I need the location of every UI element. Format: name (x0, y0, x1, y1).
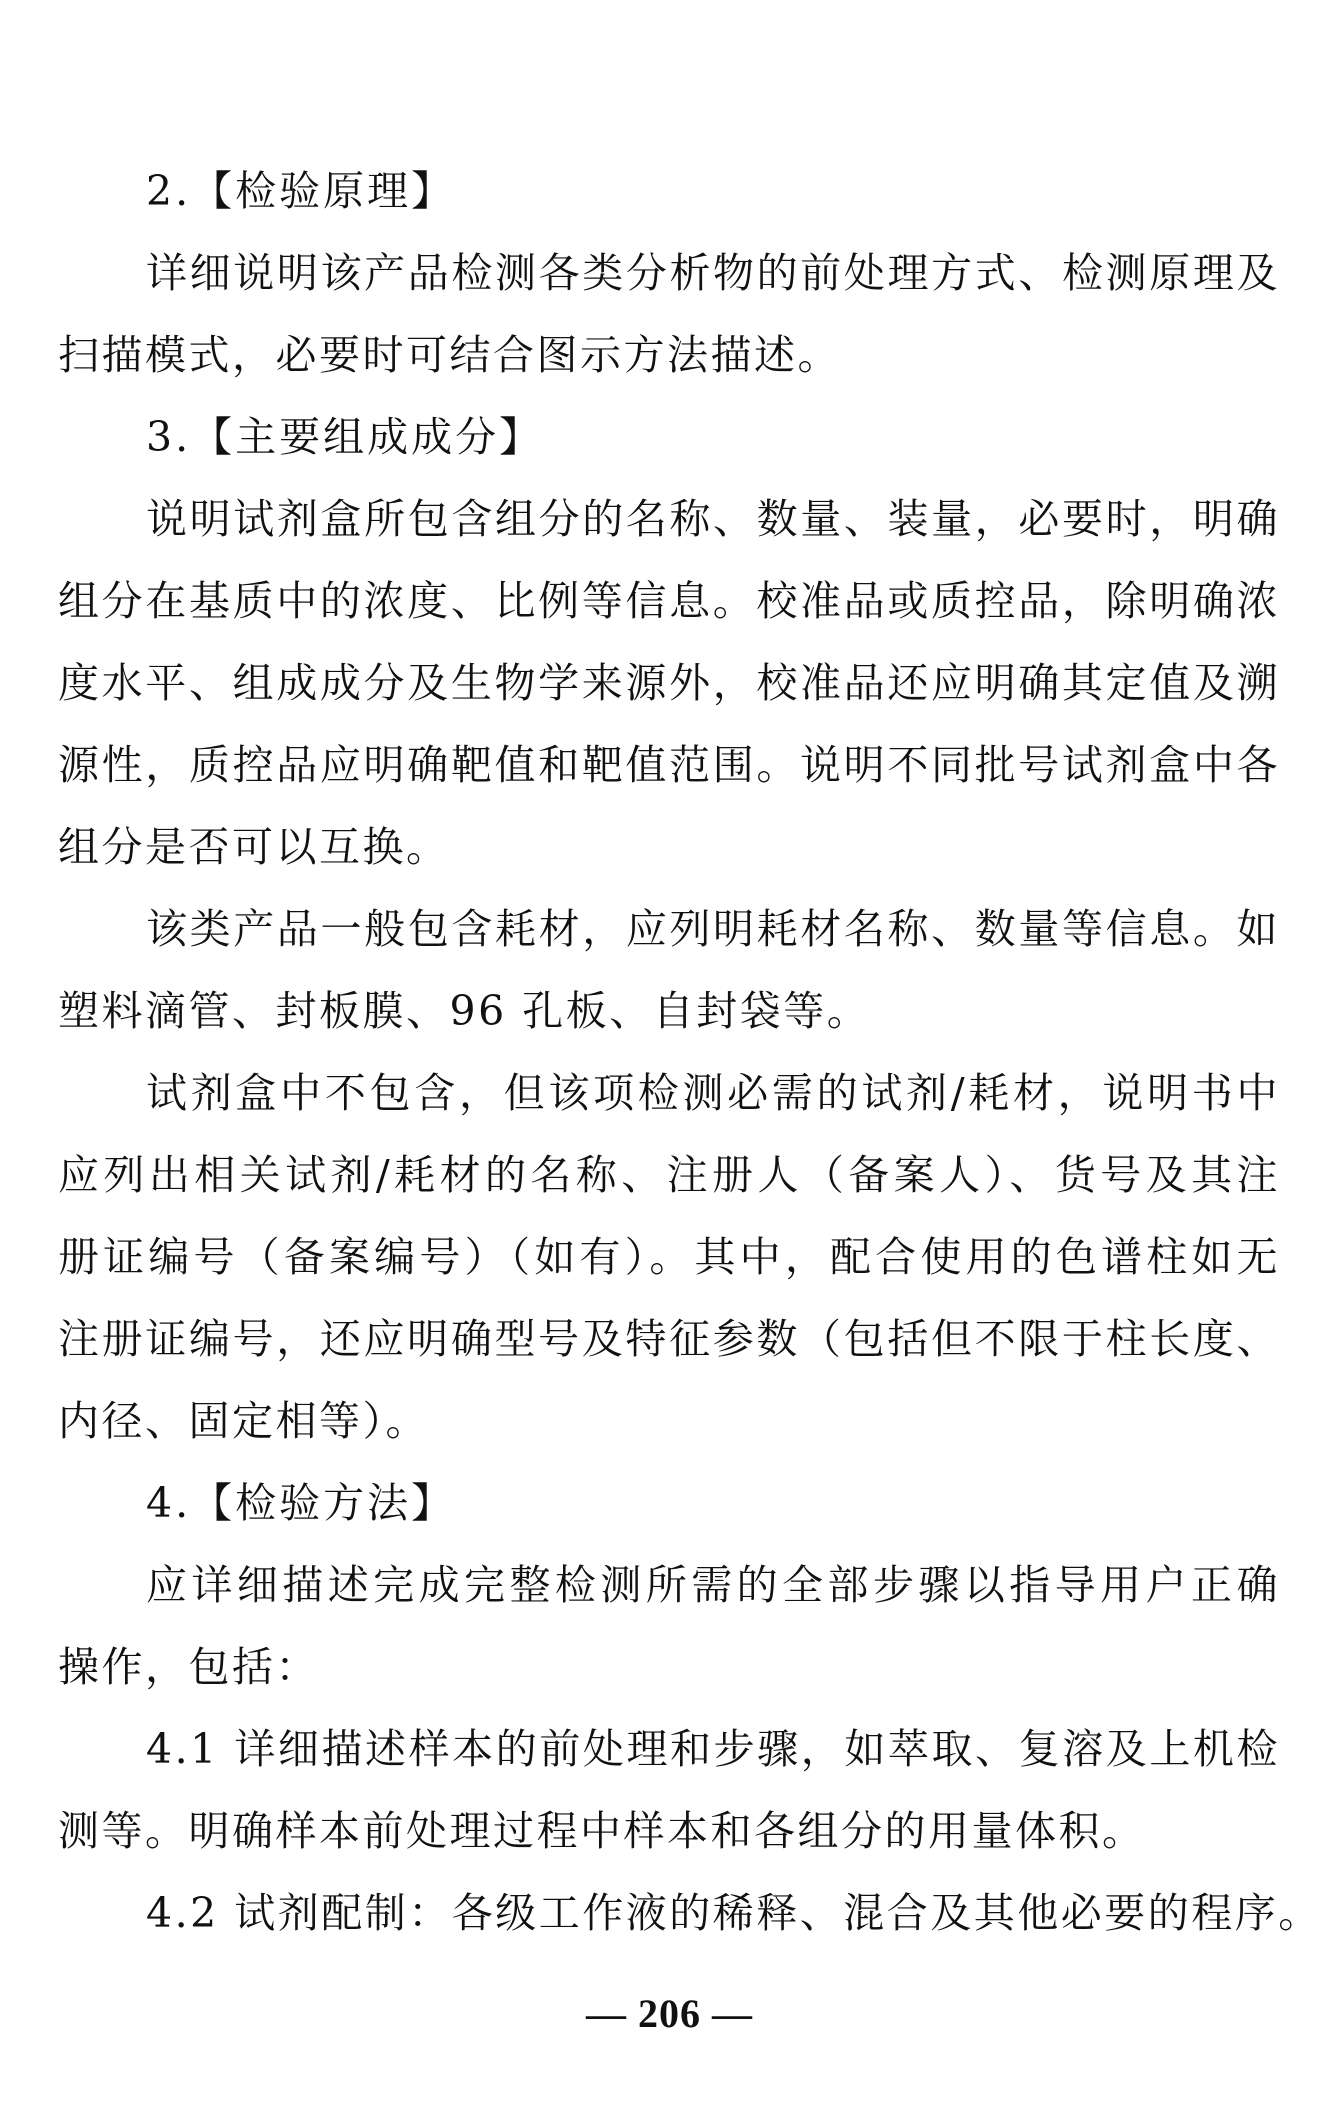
text-line: 组分是否可以互换。 (58, 823, 450, 871)
text-line: 塑料滴管、封板膜、96 孔板、自封袋等。 (58, 987, 871, 1035)
text-line: 度水平、组成成分及生物学来源外，校准品还应明确其定值及溯 (58, 659, 1280, 707)
text-line: 试剂盒中不包含，但该项检测必需的试剂/耗材，说明书中 (146, 1069, 1280, 1117)
text-line: 组分在基质中的浓度、比例等信息。校准品或质控品，除明确浓 (58, 577, 1280, 625)
section-heading-3: 3.【主要组成成分】 (146, 413, 544, 461)
text-line: 4.1 详细描述样本的前处理和步骤，如萃取、复溶及上机检 (146, 1725, 1280, 1773)
text-line: 扫描模式，必要时可结合图示方法描述。 (58, 331, 841, 379)
paragraph-principle (58, 232, 1280, 396)
text-line: 应详细描述完成完整检测所需的全部步骤以指导用户正确 (146, 1561, 1280, 1609)
text-line: 该类产品一般包含耗材，应列明耗材名称、数量等信息。如 (146, 905, 1280, 953)
text-line: 册证编号（备案编号）（如有）。其中，配合使用的色谱柱如无 (58, 1233, 1280, 1281)
paragraph-method (58, 1544, 1280, 1708)
text-line: 应列出相关试剂/耗材的名称、注册人（备案人）、货号及其注 (58, 1151, 1280, 1199)
page-number: — 206 — (586, 1991, 753, 2036)
text-line: 操作，包括： (58, 1643, 319, 1691)
paragraph-consumables (58, 888, 1280, 1052)
text-line: 注册证编号，还应明确型号及特征参数（包括但不限于柱长度、 (58, 1315, 1280, 1363)
text-line: 测等。明确样本前处理过程中样本和各组分的用量体积。 (58, 1807, 1146, 1855)
text-line: 详细说明该产品检测各类分析物的前处理方式、检测原理及 (146, 249, 1280, 297)
section-heading-2: 2.【检验原理】 (146, 167, 456, 215)
document-body (58, 150, 1322, 1954)
text-line: 说明试剂盒所包含组分的名称、数量、装量，必要时，明确 (146, 495, 1280, 543)
paragraph-components (58, 478, 1280, 888)
paragraph-4-1 (58, 1708, 1280, 1872)
text-line: 4.2 试剂配制：各级工作液的稀释、混合及其他必要的程序。 (146, 1889, 1322, 1937)
text-line: 内径、固定相等）。 (58, 1397, 429, 1445)
section-heading-4: 4.【检验方法】 (146, 1479, 456, 1527)
text-line: 源性，质控品应明确靶值和靶值范围。说明不同批号试剂盒中各 (58, 741, 1280, 789)
paragraph-external-reagents (58, 1052, 1280, 1462)
paragraph-4-2 (58, 1872, 1322, 1954)
